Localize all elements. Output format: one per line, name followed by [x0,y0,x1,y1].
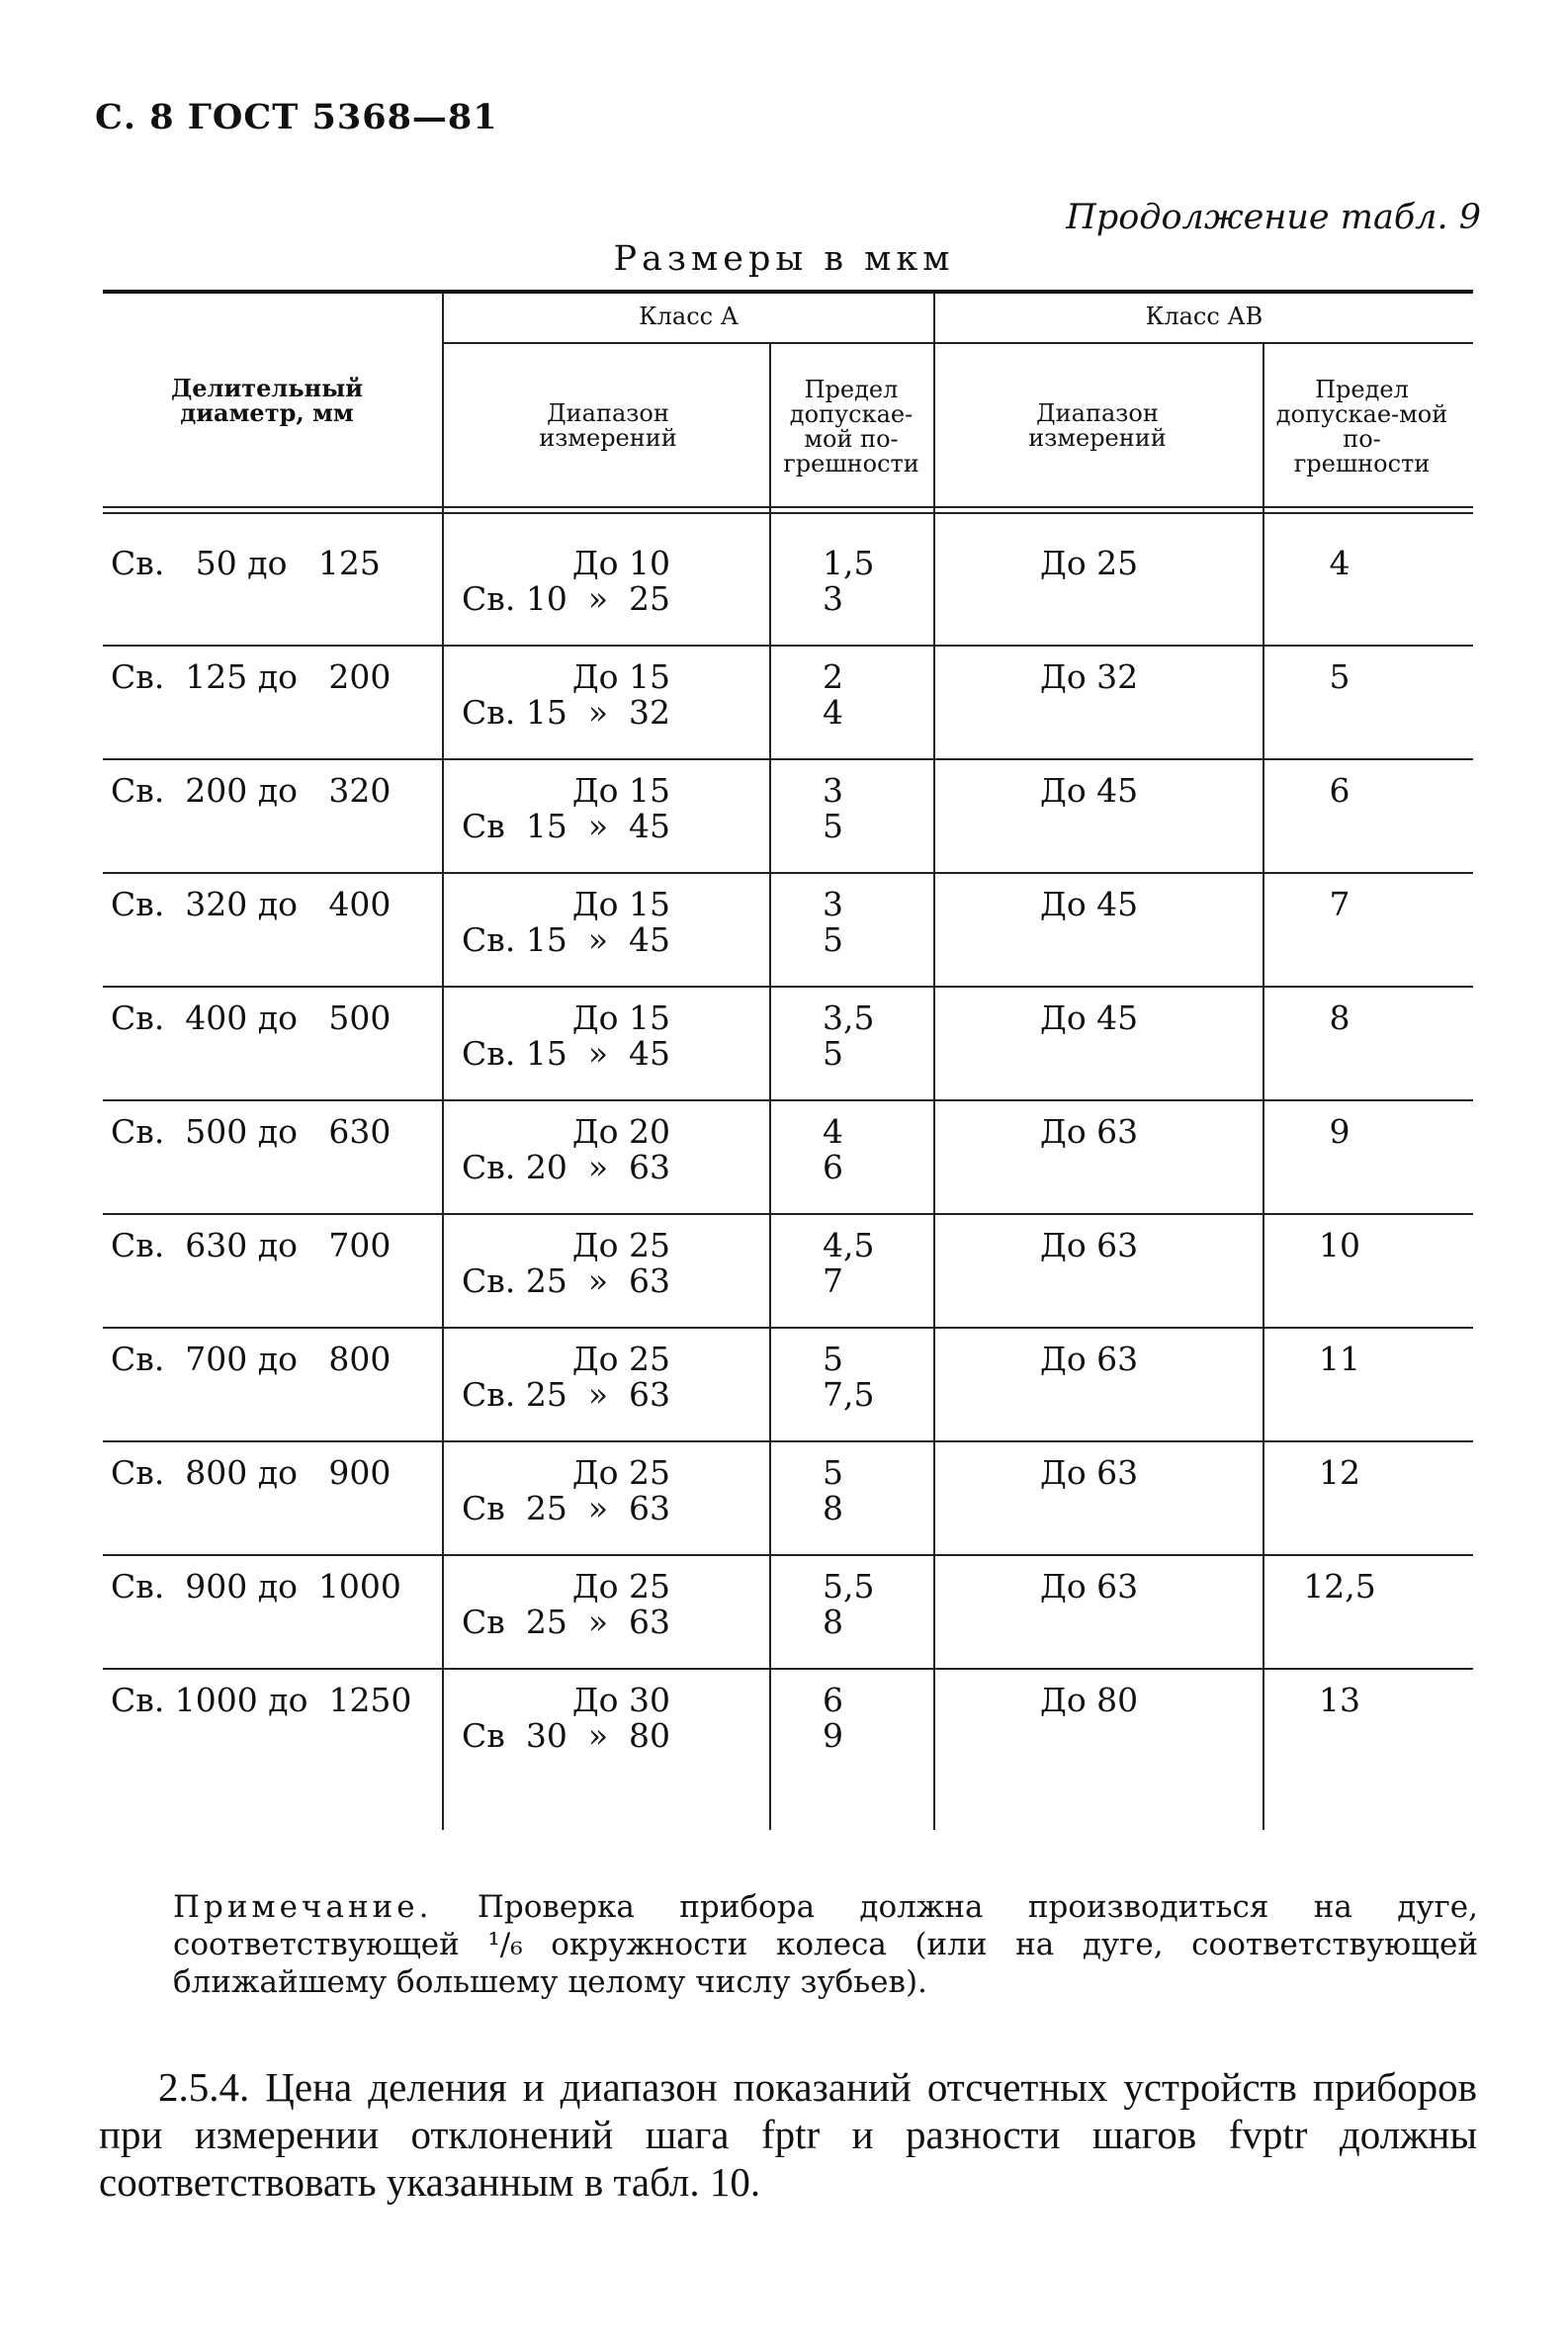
row-limit-ab: 10 [1319,1226,1360,1264]
row-separator [103,645,1473,647]
row-limit-a: 5 8 [823,1453,843,1527]
row-diameter: Св. 125 до 200 [111,657,392,696]
row-range-a: До 15 Св. 15 » 32 [462,657,670,732]
row-range-a: До 30 Св 30 » 80 [462,1681,670,1755]
row-limit-ab: 6 [1329,771,1350,810]
row-separator [103,758,1473,760]
col-divider-3 [933,293,935,1830]
row-limit-a: 5 7,5 [823,1340,875,1414]
row-limit-a: 3,5 5 [823,999,875,1073]
row-limit-ab: 12 [1319,1453,1360,1492]
row-range-ab: До 25 [1040,544,1139,582]
row-limit-a: 1,5 3 [823,544,875,618]
header-class-ab: Класс АВ [1145,303,1263,330]
note-label: Примечание. [173,1889,433,1925]
table-top-rule [103,290,1473,294]
row-range-a: До 25 Св. 25 » 63 [462,1340,670,1414]
row-range-a: До 25 Св 25 » 63 [462,1453,670,1527]
header-limit-ab: Предел допускае-мой по-грешности [1275,376,1448,478]
row-limit-a: 6 9 [823,1681,843,1755]
row-range-ab: До 63 [1040,1567,1139,1606]
row-range-a: До 15 Св. 15 » 45 [462,885,670,959]
col-divider-2 [769,344,771,1830]
row-diameter: Св. 700 до 800 [111,1340,392,1378]
row-range-ab: До 63 [1040,1112,1139,1151]
row-range-ab: До 45 [1040,771,1139,810]
row-separator [103,1554,1473,1556]
row-limit-ab: 12,5 [1303,1567,1376,1606]
row-range-a: До 25 Св 25 » 63 [462,1567,670,1641]
row-limit-ab: 7 [1329,885,1350,923]
row-limit-ab: 13 [1319,1681,1360,1719]
row-diameter: Св. 320 до 400 [111,885,392,923]
row-limit-a: 3 5 [823,885,843,959]
row-diameter: Св. 630 до 700 [111,1226,392,1264]
header-range-ab: Диапазон измерений [1028,399,1167,452]
row-diameter: Св. 500 до 630 [111,1112,392,1151]
row-range-a: До 15 Св. 15 » 45 [462,999,670,1073]
row-limit-a: 3 5 [823,771,843,845]
header-bottom-rule-1 [103,506,1473,508]
row-limit-a: 5,5 8 [823,1567,875,1641]
row-diameter: Св. 800 до 900 [111,1453,392,1492]
page-header: С. 8 ГОСТ 5368—81 [95,97,498,137]
paragraph-2-5-4: 2.5.4. Цена деления и диапазон показаний отсчетных устройств приборов при измерении отклонений шага fptr и разности шагов fvptr должны соответствовать указанным в табл. 10. [99,2064,1477,2205]
row-range-a: До 15 Св 15 » 45 [462,771,670,845]
header-diameter: Делительный диаметр, мм [170,374,364,427]
row-range-ab: До 63 [1040,1453,1139,1492]
row-range-a: До 10 Св. 10 » 25 [462,544,670,618]
row-range-a: До 25 Св. 25 » 63 [462,1226,670,1300]
col-divider-1 [442,293,444,1830]
header-class-a: Класс А [639,303,739,330]
row-separator [103,1440,1473,1442]
header-range-a: Диапазон измерений [539,399,677,452]
row-diameter: Св. 400 до 500 [111,999,392,1037]
row-range-ab: До 63 [1040,1340,1139,1378]
row-separator [103,1327,1473,1329]
row-range-ab: До 32 [1040,657,1139,696]
header-bottom-rule-2 [103,512,1473,514]
row-limit-a: 2 4 [823,657,843,732]
row-limit-a: 4,5 7 [823,1226,875,1300]
row-range-ab: До 80 [1040,1681,1139,1719]
row-separator [103,1213,1473,1215]
table-note [173,1888,1478,2001]
row-range-ab: До 45 [1040,885,1139,923]
row-limit-ab: 9 [1329,1112,1350,1151]
note-text: Проверка прибора должна производиться на дуге, соответствующей ¹/₆ окружности колеса (или на дуге, соответствующей ближайшему большему целому числу зубьев). [173,1889,1478,2000]
row-limit-ab: 5 [1329,657,1350,696]
row-separator [103,986,1473,988]
row-limit-a: 4 6 [823,1112,843,1186]
row-diameter: Св. 1000 до 1250 [111,1681,412,1719]
row-diameter: Св. 900 до 1000 [111,1567,401,1606]
class-header-rule [444,342,1473,344]
row-separator [103,872,1473,874]
row-limit-ab: 4 [1329,544,1350,582]
row-range-ab: До 63 [1040,1226,1139,1264]
row-separator [103,1099,1473,1101]
row-limit-ab: 8 [1329,999,1350,1037]
row-range-a: До 20 Св. 20 » 63 [462,1112,670,1186]
table-continuation-label: Продолжение табл. 9 [1066,198,1481,237]
row-separator [103,1668,1473,1670]
units-caption: Размеры в мкм [613,239,955,279]
row-diameter: Св. 50 до 125 [111,544,381,582]
row-range-ab: До 45 [1040,999,1139,1037]
col-divider-4 [1263,344,1264,1830]
header-limit-a: Предел допускае-мой по-грешности [783,376,919,478]
row-limit-ab: 11 [1319,1340,1360,1378]
row-diameter: Св. 200 до 320 [111,771,392,810]
